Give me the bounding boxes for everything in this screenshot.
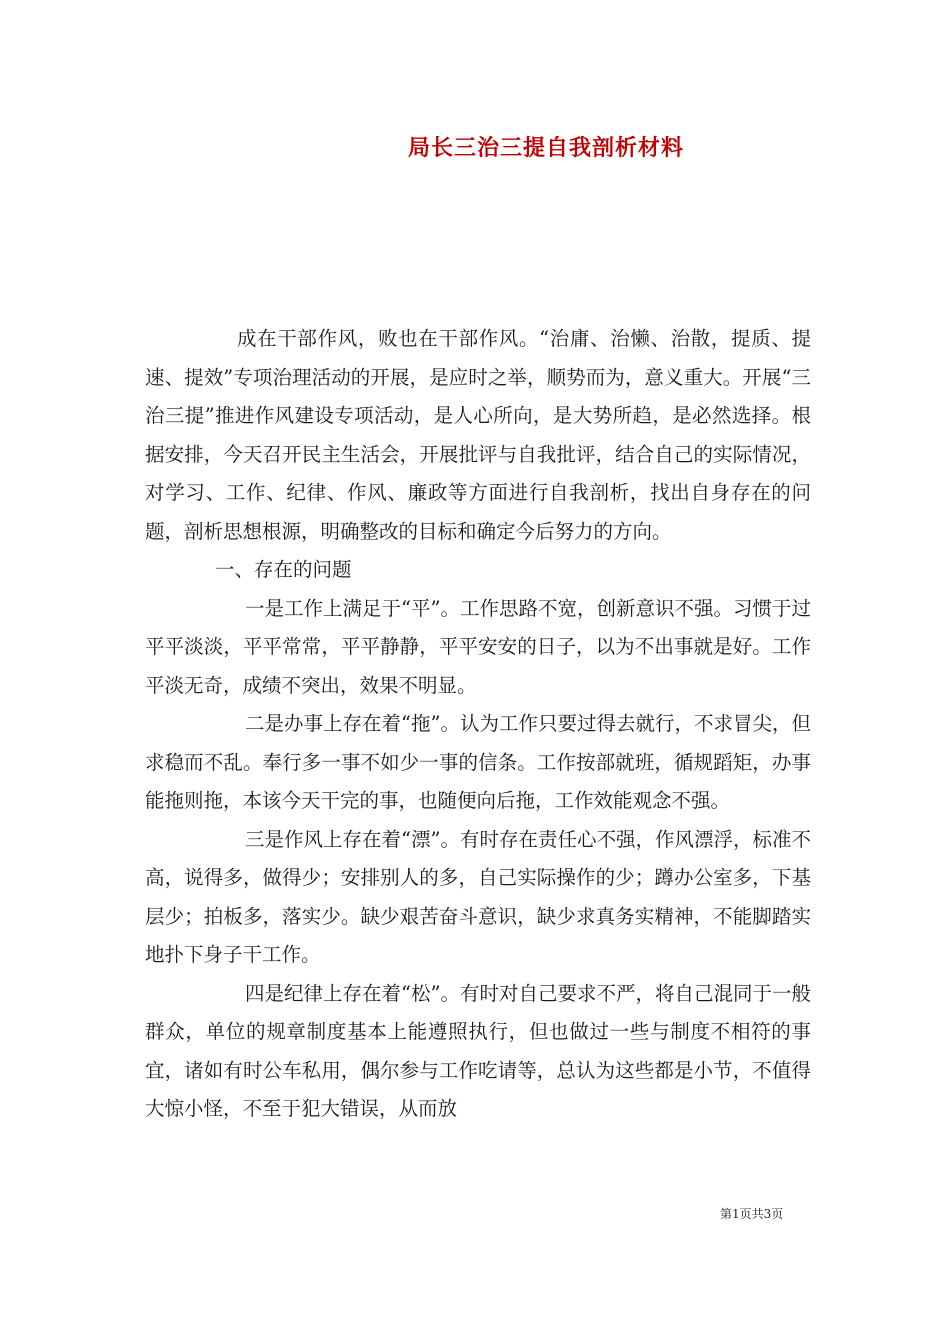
problem-paragraph-2: 二是办事上存在着“拖”。认为工作只要过得去就行，不求冒尖，但求稳而不乱。奉行多一事不如少一事的信条。工作按部就班，循规蹈矩，办事能拖则拖，本该今天干完的事，也随便向后拖，工作效能观念不强。	[145, 712, 811, 812]
section-heading: 一、存在的问题	[215, 558, 352, 581]
problem-paragraph-4: 四是纪律上存在着“松”。有时对自己要求不严，将自己混同于一般群众，单位的规章制度基本上能遵照执行，但也做过一些与制度不相符的事宜，诸如有时公车私用，偶尔参与工作吃请等，总认为这些都是小节，不值得大惊小怪，不至于犯大错误，从而放	[145, 981, 811, 1120]
page-number-footer: 第1页共3页	[720, 1207, 784, 1221]
problem-paragraph-3: 三是作风上存在着“漂”。有时存在责任心不强，作风漂浮，标准不高，说得多，做得少；安排别人的多，自己实际操作的少；蹲办公室多，下基层少；拍板多，落实少。缺少艰苦奋斗意识，缺少求真务实精神，不能脚踏实地扑下身子干工作。	[145, 827, 811, 966]
document-body	[145, 320, 811, 1129]
document-title: 局长三治三提自我剖析材料	[408, 135, 685, 161]
intro-paragraph: 成在干部作风，败也在干部作风。“治庸、治懒、治散，提质、提速、提效”专项治理活动的开展，是应时之举，顺势而为，意义重大。开展“三治三提”推进作风建设专项活动，是人心所向，是大势所趋，是必然选择。根据安排，今天召开民主生活会，开展批评与自我批评，结合自己的实际情况，对学习、工作、纪律、作风、廉政等方面进行自我剖析，找出自身存在的问题，剖析思想根源，明确整改的目标和确定今后努力的方向。	[145, 327, 811, 543]
problem-paragraph-1: 一是工作上满足于“平”。工作思路不宽，创新意识不强。习惯于过平平淡淡，平平常常，平平静静，平平安安的日子，以为不出事就是好。工作平淡无奇，成绩不突出，效果不明显。	[145, 596, 811, 697]
